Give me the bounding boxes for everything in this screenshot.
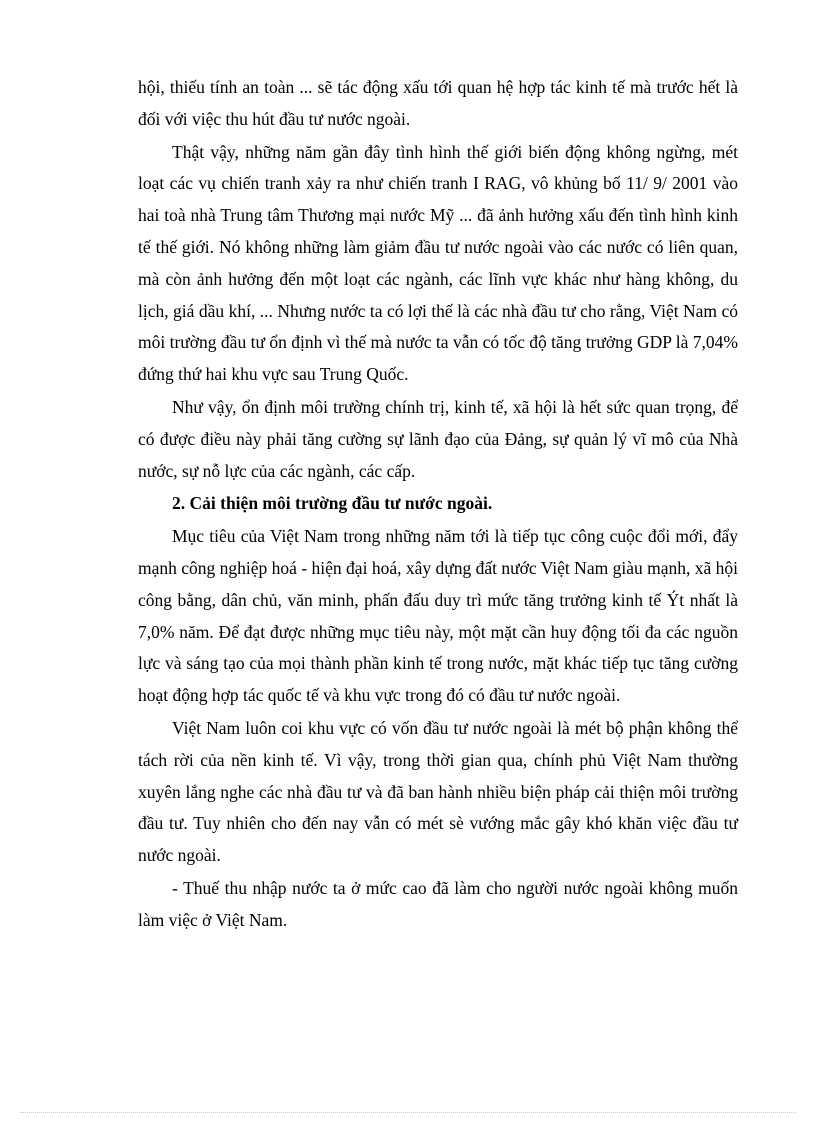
paragraph-6: - Thuế thu nhập nước ta ở mức cao đã làm cho người nước ngoài không muốn làm việc ở Việt Nam.: [138, 877, 738, 930]
page-bottom-divider: [20, 1112, 796, 1113]
paragraph-4: Mục tiêu của Việt Nam trong những năm tới là tiếp tục công cuộc đổi mới, đẩy mạnh công nghiệp hoá - hiện đại hoá, xây dựng đất nước Việt Nam giàu mạnh, xã hội công bằng, dân chủ, văn minh, phấn đấu duy trì mức tăng trưởng kinh tế Ýt nhất là 7,0% năm. Để đạt được những mục tiêu này, một mặt cần huy động tối đa các nguồn lực và sáng tạo của mọi thành phần kinh tế trong nước, mặt khác tiếp tục tăng cường hoạt động hợp tác quốc tế và khu vực trong đó có đầu tư nước ngoài.: [138, 526, 738, 706]
paragraph-5: Việt Nam luôn coi khu vực có vốn đầu tư nước ngoài là mét bộ phận không thể tách rời của nền kinh tế. Vì vậy, trong thời gian qua, chính phủ Việt Nam thường xuyên lắng nghe các nhà đầu tư và đã ban hành nhiều biện pháp cải thiện môi trường đầu tư. Tuy nhiên cho đến nay vẫn có mét sè vướng mắc gây khó khăn việc đầu tư nước ngoài.: [138, 717, 738, 866]
paragraph-2: Thật vậy, những năm gần đây tình hình thế giới biến động không ngừng, mét loạt các vụ chiến tranh xảy ra như chiến tranh I RAG, vô khủng bố 11/ 9/ 2001 vào hai toà nhà Trung tâm Thương mại nước Mỹ ... đã ảnh hưởng xấu đến tình hình kinh tế thế giới. Nó không những làm giảm đầu tư nước ngoài vào các nước có liên quan, mà còn ảnh hưởng đến một loạt các ngành, các lĩnh vực khác như hàng không, du lịch, giá dầu khí, ... Nhưng nước ta có lợi thế là các nhà đầu tư cho rằng, Việt Nam có môi trường đầu tư ổn định vì thế mà nước ta vẫn có tốc độ tăng trưởng GDP là 7,04% đứng thứ hai khu vực sau Trung Quốc.: [138, 141, 738, 385]
paragraph-1: hội, thiếu tính an toàn ... sẽ tác động xấu tới quan hệ hợp tác kinh tế mà trước hết là đối với việc thu hút đầu tư nước ngoài.: [138, 77, 738, 129]
paragraph-3: Như vậy, ổn định môi trường chính trị, kinh tế, xã hội là hết sức quan trọng, để có được điều này phải tăng cường sự lãnh đạo của Đảng, sự quản lý vĩ mô của Nhà nước, sự nỗ lực của các ngành, các cấp.: [138, 396, 738, 481]
section-heading: 2. Cải thiện môi trường đầu tư nước ngoài.: [172, 493, 493, 514]
document-body: [138, 72, 738, 938]
